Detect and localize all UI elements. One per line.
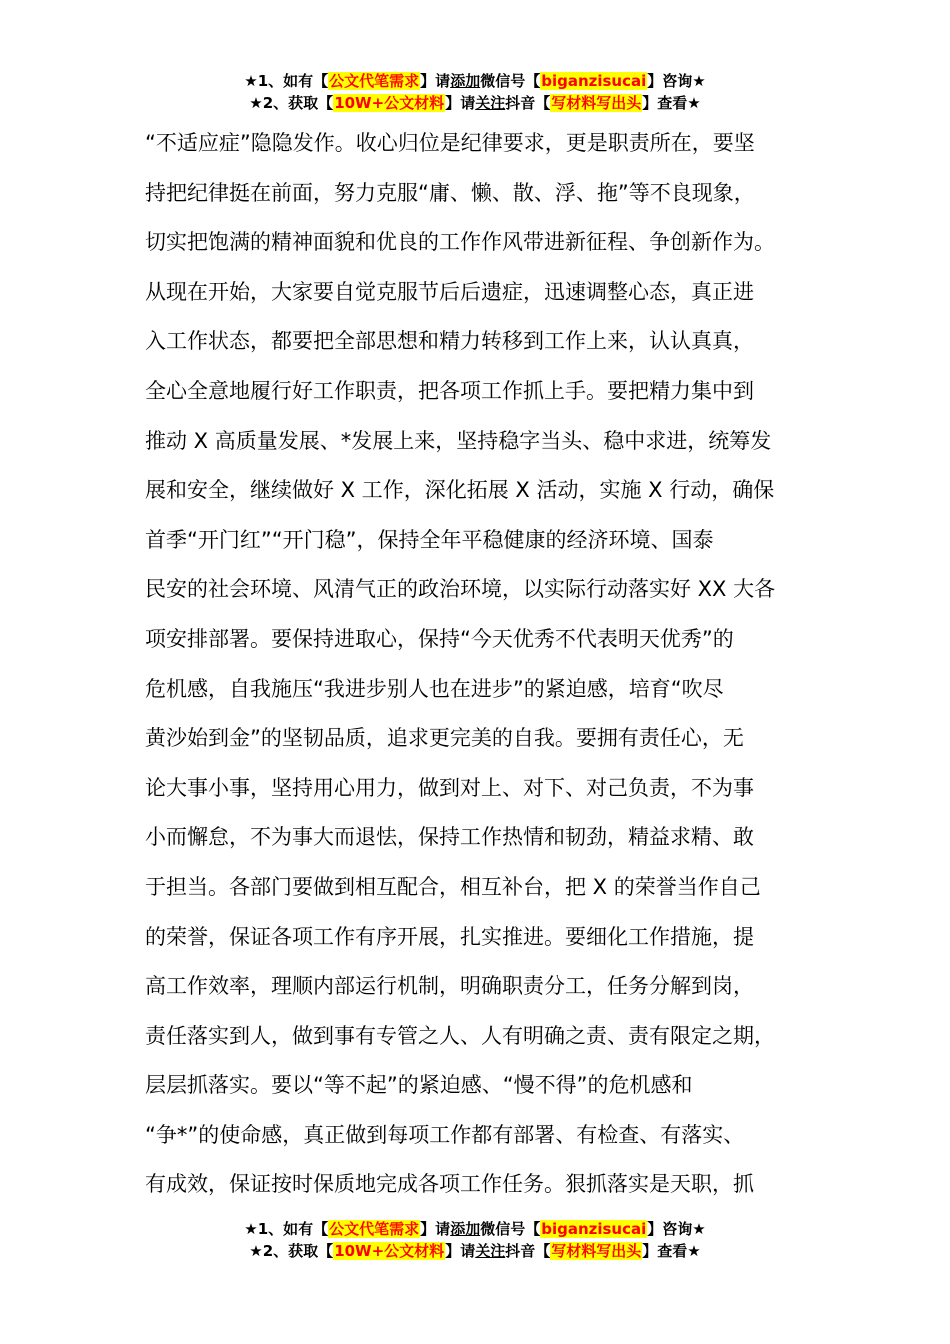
body-line: 有成效，保证按时保质地完成各项工作任务。狠抓落实是天职，抓 [145,1172,754,1197]
banner-text: 微信号【 [480,72,541,90]
body-line: 的荣誉，保证各项工作有序开展，扎实推进。要细化工作措施，提 [145,924,754,949]
banner-highlight: 10W+公文材料 [334,94,445,112]
body-line: 责任落实到人，做到事有专管之人、人有明确之责、责有限定之期， [145,1023,775,1048]
banner-underlined-text: 关注 [475,1242,506,1260]
banner-highlight-wechat-id: biganzisucai [541,72,647,90]
document-body [145,119,835,1210]
header-banner-line-2 [0,92,950,114]
body-line: 项安排部署。要保持进取心，保持“今天优秀不代表明天优秀”的 [145,626,734,651]
footer-banner [0,1218,950,1262]
banner-text: 】咨询★ [647,72,706,90]
body-line: “不适应症”隐隐发作。收心归位是纪律要求，更是职责所在，要坚 [145,131,755,155]
footer-banner-line-1 [0,1218,950,1240]
banner-text: 】请 [445,94,476,112]
body-line: 从现在开始，大家要自觉克服节后后遗症，迅速调整心态，真正进 [145,279,754,304]
banner-text: 】咨询★ [647,1220,706,1238]
banner-highlight: 10W+公文材料 [334,1242,445,1260]
header-banner [0,70,950,114]
banner-text: ★1、如有【 [244,72,329,90]
banner-text: 微信号【 [480,1220,541,1238]
body-line: 黄沙始到金”的坚韧品质，追求更完美的自我。要拥有责任心，无 [145,726,744,751]
banner-highlight-douyin-id: 写材料写出头 [551,94,642,112]
banner-text: ★1、如有【 [244,1220,329,1238]
banner-text: 抖音【 [505,1242,551,1260]
body-line: 推动 X 高质量发展、*发展上来，坚持稳字当头、稳中求进，统筹发 [145,428,772,453]
banner-text: 】查看★ [642,94,701,112]
body-line: 层层抓落实。要以“等不起”的紧迫感、“慢不得”的危机感和 [145,1073,693,1098]
body-line: “争*”的使命感，真正做到每项工作都有部署、有检查、有落实、 [145,1122,745,1147]
body-line: 于担当。各部门要做到相互配合，相互补台，把 X 的荣誉当作自己 [145,874,761,899]
body-line: 民安的社会环境、风清气正的政治环境，以实际行动落实好 XX 大各 [145,577,776,602]
banner-text: ★2、获取【 [249,94,334,112]
header-banner-line-1 [0,70,950,92]
banner-text: ★2、获取【 [249,1242,334,1260]
footer-banner-line-2 [0,1240,950,1262]
body-line: 入工作状态，都要把全部思想和精力转移到工作上来，认认真真， [145,329,754,354]
body-line: 危机感，自我施压“我进步别人也在进步”的紧迫感，培育“吹尽 [145,676,724,701]
banner-underlined-text: 添加 [450,72,481,90]
banner-highlight: 公文代笔需求 [329,1220,420,1238]
banner-underlined-text: 关注 [475,94,506,112]
banner-text: 抖音【 [505,94,551,112]
banner-text: 】请 [420,72,451,90]
body-line: 高工作效率，理顺内部运行机制，明确职责分工，任务分解到岗， [145,974,754,999]
banner-highlight: 公文代笔需求 [329,72,420,90]
banner-underlined-text: 添加 [450,1220,481,1238]
banner-highlight-douyin-id: 写材料写出头 [551,1242,642,1260]
body-line: 首季“开门红”“开门稳”，保持全年平稳健康的经济环境、国泰 [145,527,714,552]
body-line: 论大事小事，坚持用心用力，做到对上、对下、对己负责，不为事 [145,775,754,800]
banner-text: 】请 [420,1220,451,1238]
body-line: 小而懈怠，不为事大而退怯，保持工作热情和韧劲，精益求精、敢 [145,825,754,850]
banner-text: 】请 [445,1242,476,1260]
body-line: 展和安全，继续做好 X 工作，深化拓展 X 活动，实施 X 行动，确保 [145,478,775,503]
body-line: 切实把饱满的精神面貌和优良的工作作风带进新征程、争创新作为。 [145,230,775,255]
banner-text: 】查看★ [642,1242,701,1260]
body-line: 持把纪律挺在前面，努力克服“庸、懒、散、浮、拖”等不良现象， [145,180,755,205]
banner-highlight-wechat-id: biganzisucai [541,1220,647,1238]
body-line: 全心全意地履行好工作职责，把各项工作抓上手。要把精力集中到 [145,378,754,403]
